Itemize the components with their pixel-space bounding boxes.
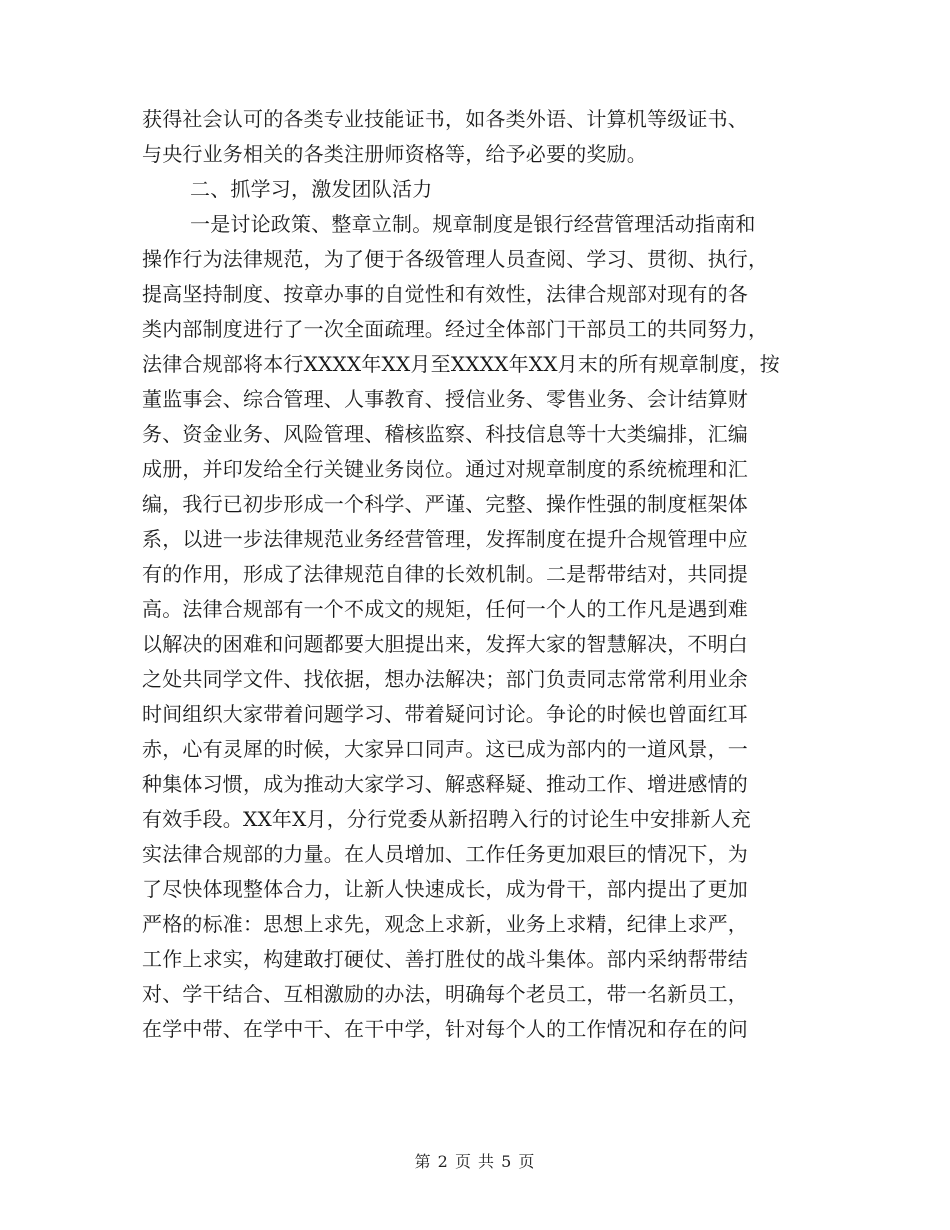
section-heading: 二、抓学习，激发团队活力 (190, 177, 433, 201)
text-line: 法律合规部将本行XXXX年XX月至XXXX年XX月末的所有规章制度，按 (142, 352, 780, 376)
text-line: 时间组织大家带着问题学习、带着疑问讨论。争论的时候也曾面红耳 (142, 702, 748, 726)
text-line: 编，我行已初步形成一个科学、严谨、完整、操作性强的制度框架体 (142, 492, 748, 516)
text-line: 类内部制度进行了一次全面疏理。经过全体部门干部员工的共同努力， (142, 317, 769, 341)
text-line: 高。法律合规部有一个不成文的规矩，任何一个人的工作凡是遇到难 (142, 597, 748, 621)
text-line: 提高坚持制度、按章办事的自觉性和有效性，法律合规部对现有的各 (142, 282, 748, 306)
text-line: 赤，心有灵犀的时候，大家异口同声。这已成为部内的一道风景，一 (142, 737, 748, 761)
text-line: 种集体习惯，成为推动大家学习、解惑释疑、推动工作、增进感情的 (142, 772, 748, 796)
text-line: 以解决的困难和问题都要大胆提出来，发挥大家的智慧解决，不明白 (142, 632, 748, 656)
text-line: 有的作用，形成了法律规范自律的长效机制。二是帮带结对，共同提 (142, 562, 748, 586)
body-text (142, 102, 810, 1047)
text-line: 实法律合规部的力量。在人员增加、工作任务更加艰巨的情况下，为 (142, 842, 748, 866)
text-line: 务、资金业务、风险管理、稽核监察、科技信息等十大类编排，汇编 (142, 422, 748, 446)
text-line: 对、学干结合、互相激励的办法，明确每个老员工，带一名新员工， (142, 982, 748, 1006)
text-line: 严格的标准：思想上求先，观念上求新，业务上求精，纪律上求严， (142, 912, 748, 936)
text-line: 一是讨论政策、整章立制。规章制度是银行经营管理活动指南和 (190, 212, 756, 236)
text-line: 系，以进一步法律规范业务经营管理，发挥制度在提升合规管理中应 (142, 527, 748, 551)
text-line: 有效手段。XX年X月，分行党委从新招聘入行的讨论生中安排新人充 (142, 807, 751, 831)
text-line: 成册，并印发给全行关键业务岗位。通过对规章制度的系统梳理和汇 (142, 457, 748, 481)
text-line: 操作行为法律规范，为了便于各级管理人员查阅、学习、贯彻、执行， (142, 247, 769, 271)
page-number-footer: 第 2 页 共 5 页 (414, 1152, 536, 1171)
text-line: 获得社会认可的各类专业技能证书，如各类外语、计算机等级证书、 (142, 107, 748, 131)
text-line: 与央行业务相关的各类注册师资格等，给予必要的奖励。 (142, 142, 647, 166)
text-line: 了尽快体现整体合力，让新人快速成长，成为骨干，部内提出了更加 (142, 877, 748, 901)
text-line: 在学中带、在学中干、在干中学，针对每个人的工作情况和存在的问 (142, 1017, 748, 1041)
text-line: 之处共同学文件、找依据，想办法解决；部门负责同志常常利用业余 (142, 667, 748, 691)
text-line: 董监事会、综合管理、人事教育、授信业务、零售业务、会计结算财 (142, 387, 748, 411)
text-line: 工作上求实，构建敢打硬仗、善打胜仗的战斗集体。部内采纳帮带结 (142, 947, 748, 971)
